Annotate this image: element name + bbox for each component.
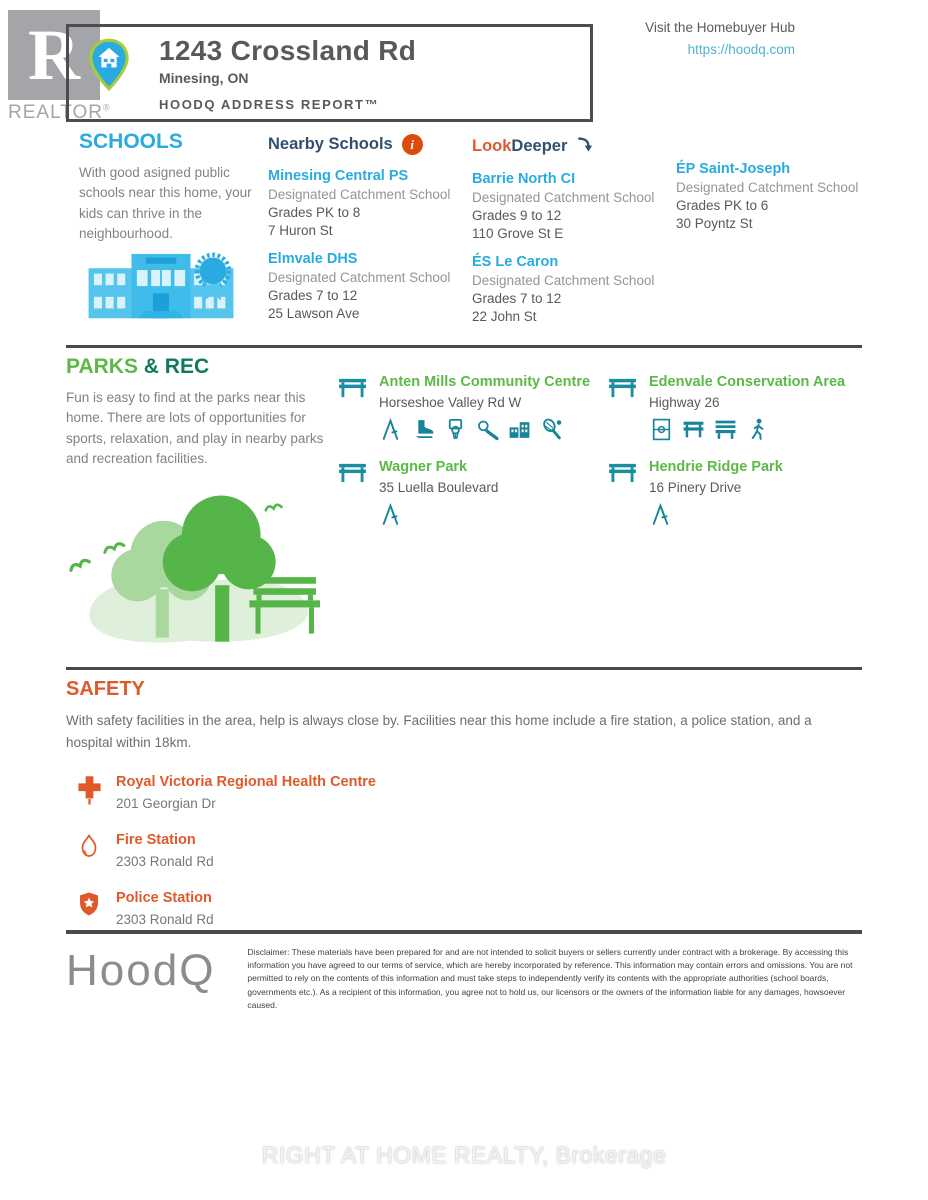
safety-heading: SAFETY: [66, 678, 145, 700]
safety-intro: With safety facilities in the area, help is always close by. Facilities near this home include a fire station, a police station, and a hospital within 18km.: [66, 713, 812, 750]
schools-section: [66, 128, 862, 345]
picnic-table-icon: [681, 417, 706, 442]
park-item: Edenvale Conservation Area Highway 26: [607, 374, 877, 443]
parks-intro: Fun is easy to find at the parks near this home. There are lots of opportunities for sports, relaxation, and play in nearby parks and recreation facilities.: [66, 390, 324, 466]
flame-icon: [75, 832, 103, 862]
park-name-link[interactable]: Anten Mills Community Centre: [379, 374, 591, 390]
school-item: Elmvale DHS Designated Catchment School Grades 7 to 12 25 Lawson Ave: [268, 251, 464, 321]
safety-section: [66, 678, 862, 930]
sports-field-icon: [649, 417, 674, 442]
safety-item: Police Station 2303 Ronald Rd: [75, 890, 862, 927]
park-name-link[interactable]: Hendrie Ridge Park: [649, 459, 783, 475]
parks-heading: PARKS & REC: [66, 355, 210, 378]
police-shield-icon: [75, 890, 103, 918]
footer-divider: [66, 930, 862, 934]
disclaimer-text: Disclaimer: These materials have been prepared for and are not intended to solicit buyers or sellers currently under contract with a brokerage. By accessing this information you have agreed to our terms of service, which are hereby incorporated by reference. This information may contain errors and omissions. You are not permitted to rely on the contents of this information and must take steps to independently verify its contents with the appropriate authorities (school boards, governments etc.). As a recipient of this information, you agree not to hold us, our licensors or the owners of the information liable for any damages, howsoever caused.: [247, 947, 853, 1010]
park-illustration: [68, 460, 320, 657]
safety-name-link[interactable]: Royal Victoria Regional Health Centre: [116, 774, 376, 791]
safety-name-link[interactable]: Police Station: [116, 890, 212, 907]
tennis-icon: [539, 417, 564, 442]
playground-icon: [379, 502, 404, 527]
hospital-cross-icon: [75, 774, 103, 805]
hoodq-logo: HoodQ: [66, 946, 216, 995]
bench-icon: [337, 376, 368, 404]
brokerage-watermark: RIGHT AT HOME REALTY, Brokerage: [261, 1142, 667, 1168]
address-header-box: [66, 24, 593, 122]
playground-icon: [649, 502, 674, 527]
schools-intro: With good asigned public schools near this home, your kids can thrive in the neighbourhood.: [79, 165, 252, 241]
school-name-link[interactable]: Elmvale DHS: [268, 251, 358, 267]
curved-arrow-down-icon: [576, 134, 594, 158]
safety-item: Fire Station 2303 Ronald Rd: [75, 832, 862, 869]
lookdeeper-heading[interactable]: LookDeeper: [472, 134, 668, 158]
map-pin-house-icon: [88, 38, 130, 97]
homebuyer-hub-callout: [645, 20, 795, 57]
nearby-schools-heading: Nearby Schools i: [268, 134, 464, 155]
school-item: ÉS Le Caron Designated Catchment School Grades 7 to 12 22 John St: [472, 254, 668, 324]
hoodq-link[interactable]: https://hoodq.com: [687, 42, 795, 57]
park-item: Wagner Park 35 Luella Boulevard: [337, 459, 607, 528]
realtor-r-letter: R: [28, 15, 80, 95]
info-icon[interactable]: i: [402, 134, 423, 155]
facility-icons: [649, 502, 783, 528]
section-divider: [66, 667, 862, 670]
realtor-wordmark: REALTOR®: [8, 102, 111, 123]
hub-text: Visit the Homebuyer Hub: [645, 20, 795, 35]
schools-heading: SCHOOLS: [79, 130, 183, 153]
park-bench-icon: [713, 417, 738, 442]
school-name-link[interactable]: ÉS Le Caron: [472, 254, 559, 270]
park-name-link[interactable]: Wagner Park: [379, 459, 468, 475]
park-item: Anten Mills Community Centre Horseshoe Valley Rd W: [337, 374, 607, 443]
facility-icons: [649, 417, 845, 443]
safety-name-link[interactable]: Fire Station: [116, 832, 196, 849]
bench-icon: [337, 461, 368, 489]
safety-item: Royal Victoria Regional Health Centre 201 Georgian Dr: [75, 774, 862, 811]
report-type-label: HOODQ ADDRESS REPORT™: [159, 97, 380, 112]
skating-icon: [411, 417, 436, 442]
school-building-illustration: [85, 246, 237, 333]
school-name-link[interactable]: Minesing Central PS: [268, 168, 409, 184]
footer: [66, 943, 862, 1012]
park-name-link[interactable]: Edenvale Conservation Area: [649, 374, 846, 390]
facility-icons: [379, 417, 590, 443]
playground-icon: [379, 417, 404, 442]
bench-icon: [607, 461, 638, 489]
school-item: ÉP Saint-Joseph Designated Catchment School Grades PK to 6 30 Poyntz St: [676, 161, 872, 231]
school-item: Minesing Central PS Designated Catchment School Grades PK to 8 7 Huron St: [268, 168, 464, 238]
school-name-link[interactable]: Barrie North CI: [472, 171, 576, 187]
park-item: Hendrie Ridge Park 16 Pinery Drive: [607, 459, 877, 528]
address-city: Minesing, ON: [159, 70, 249, 86]
arena-icon: [507, 417, 532, 442]
school-item: Barrie North CI Designated Catchment School Grades 9 to 12 110 Grove St E: [472, 171, 668, 241]
address-title: 1243 Crossland Rd: [159, 35, 417, 66]
trail-icon: [745, 417, 770, 442]
bench-icon: [607, 376, 638, 404]
school-name-link[interactable]: ÉP Saint-Joseph: [676, 161, 791, 177]
parks-section: [66, 348, 862, 667]
baseball-icon: [475, 417, 500, 442]
facility-icons: [379, 502, 498, 528]
basketball-icon: [443, 417, 468, 442]
